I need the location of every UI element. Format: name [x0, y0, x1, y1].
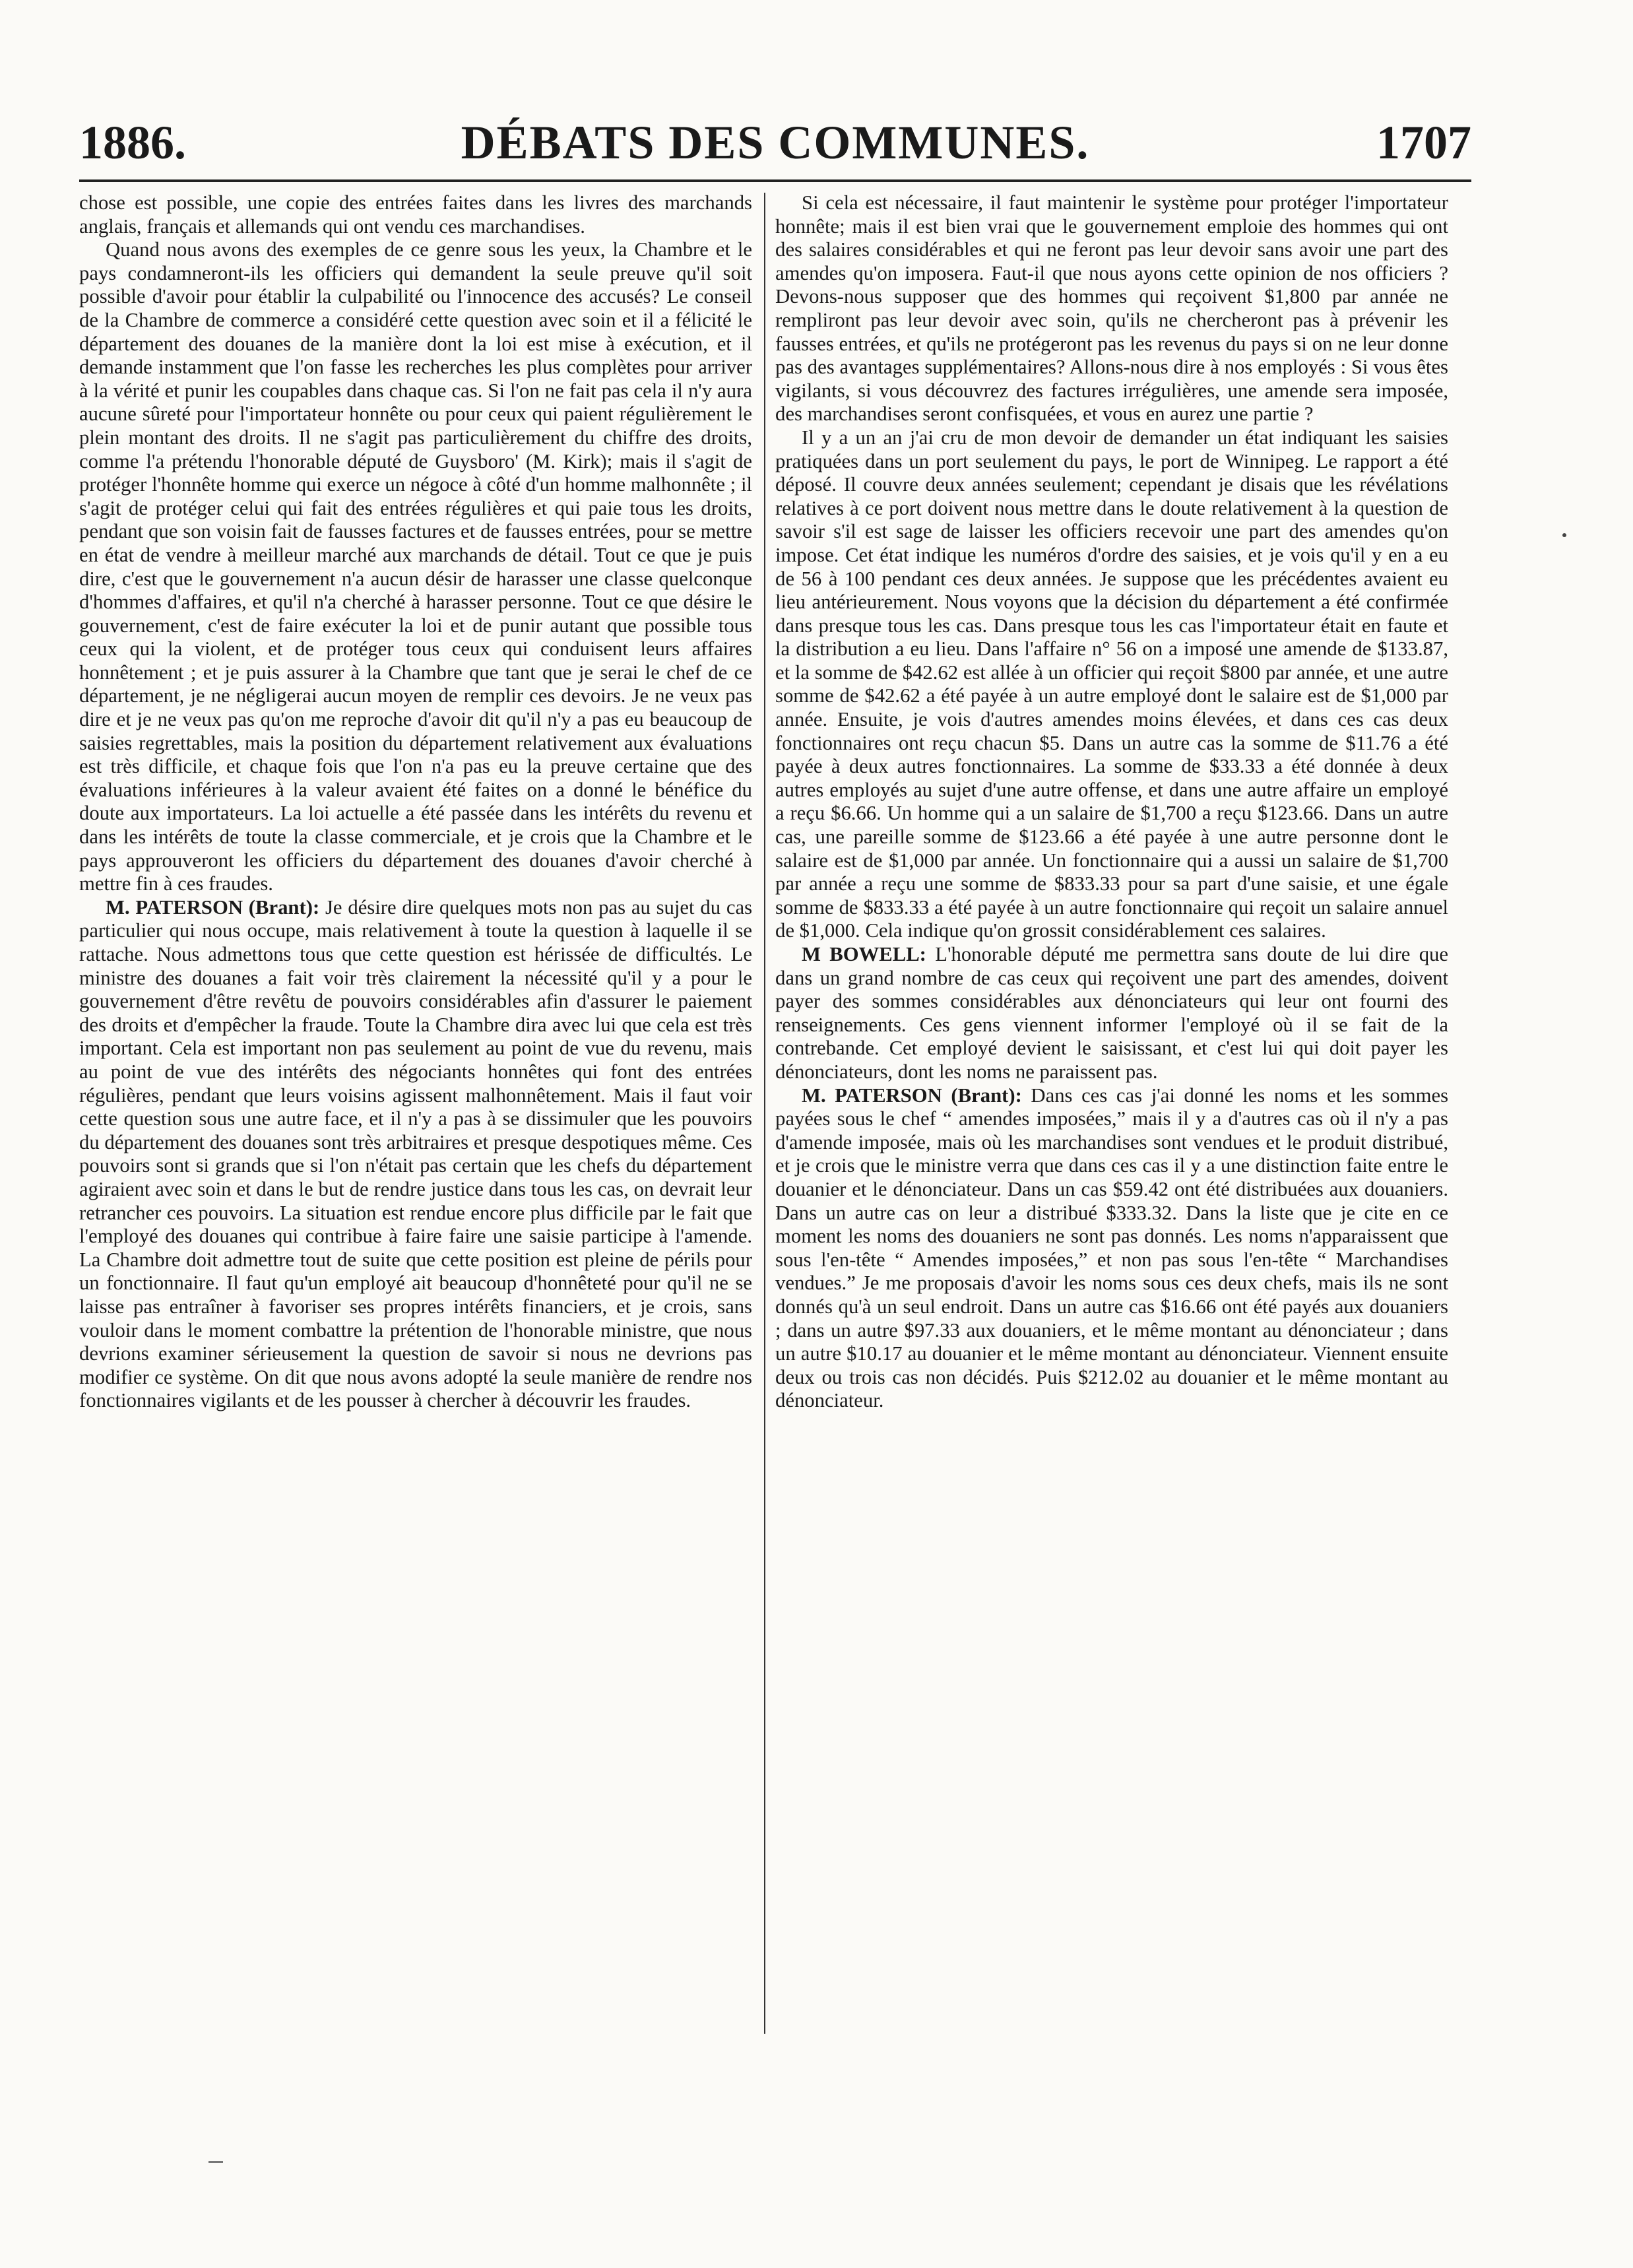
- column-divider: [764, 193, 765, 2034]
- paragraph: Quand nous avons des exemples de ce genre sous les yeux, la Chambre et le pays condamneront-ils les officiers qui demandent la seule preuve qu'il soit possible d'avoir pour établir la culpabilité ou l'innocence des accusés? Le conseil de la Chambre de commerce a considéré cette question avec soin et il a félicité le département des douanes de la manière dont la loi est mise à exécution, et il demande instamment que l'on fasse les recherches les plus complètes pour arriver à la vérité et punir les coupables dans chaque cas. Si l'on ne fait pas cela il n'y aura aucune sûreté pour l'importateur honnête ou pour ceux qui paient régulièrement le plein montant des droits. Il ne s'agit pas particulièrement du chiffre des droits, comme l'a prétendu l'honorable député de Guysboro' (M. Kirk); mais il s'agit de protéger l'honnête homme qui exerce un négoce à côté d'un homme malhonnête ; il s'agit de protéger celui qui fait des entrées régulières et qui paie tous les droits, pendant que son voisin fait de fausses factures et de fausses entrées, pour se mettre en état de vendre à meilleur marché aux marchands de détail. Tout ce que je puis dire, c'est que le gouvernement n'a aucun désir de harasser une classe quelconque d'hommes d'affaires, et qu'il n'a cherché à harasser personne. Tout ce que désire le gouvernement, c'est de faire exécuter la loi et de punir autant que possible tous ceux qui la violent, et de protéger tous ceux qui conduisent leurs affaires honnêtement ; et je puis assurer à la Chambre que tant que je serai le chef de ce département, je ne négligerai aucun moyen de remplir ces devoirs. Je ne veux pas dire et je ne veux pas qu'on me reproche d'avoir dit qu'il n'y a pas eu beaucoup de saisies regrettables, mais la position du département relativement aux évaluations est très difficile, et chaque fois que l'on n'a pas eu la preuve certaine que des évaluations inférieures à la valeur avaient été faites on a donné le bénéfice du doute aux importateurs. La loi actuelle a été passée dans les intérêts du revenu et dans les intérêts de toute la classe commerciale, et je crois que la Chambre et le pays approuveront les officiers du département des douanes d'avoir cherché à mettre fin à ces fraudes.: [79, 238, 752, 895]
- header-rule: [79, 179, 1471, 182]
- paragraph: [775, 943, 1448, 1084]
- speaker-name: M. PATERSON (Brant):: [106, 895, 320, 919]
- right-column: [775, 191, 1448, 1413]
- speaker-name: M. PATERSON (Brant):: [802, 1084, 1022, 1107]
- speech-text: Je désire dire quelques mots non pas au sujet du cas particulier qui nous occupe, mais relativement à toute la question à laquelle il se rattache. Nous admettons tous que cette question est hérissée de difficultés. Le ministre des douanes a fait voir très clairement la nécessité qu'il y a pour le gouvernement d'être revêtu de pouvoirs considérables afin d'assurer le paiement des droits et d'empêcher la fraude. Toute la Chambre dira avec lui que cela est très important. Cela est important non pas seulement au point de vue du revenu, mais au point de vue des intérêts des négociants honnêtes qui font des entrées régulières, pendant que leurs voisins agissent malhonnêtement. Mais il faut voir cette question sous une autre face, et il n'y a pas à se dissimuler que les pouvoirs du département des douanes sont très arbitraires et presque despotiques même. Ces pouvoirs sont si grands que si l'on n'était pas certain que les chefs du département agiraient avec soin et dans le but de rendre justice dans tous les cas, on devrait leur retrancher ces pouvoirs. La situation est rendue encore plus difficile par le fait que l'employé des douanes qui contribue à faire faire une saisie participe à l'amende. La Chambre doit admettre tout de suite que cette position est pleine de périls pour un fonctionnaire. Il faut qu'un employé ait beaucoup d'honnêteté pour qu'il ne se laisse pas entraîner à favoriser ses propres intérêts financiers, et je crois, sans vouloir dans le moment combattre la prétention de l'honorable ministre, que nous devrions examiner sérieusement la question de savoir si nous ne devrions pas modifier ce système. On dit que nous avons adopté la seule manière de rendre nos fonctionnaires vigilants et de les pousser à chercher à découvrir les fraudes.: [79, 895, 753, 1412]
- paragraph: chose est possible, une copie des entrées faites dans les livres des marchands anglais, français et allemands qui ont vendu ces marchandises.: [79, 191, 752, 238]
- left-column: [79, 191, 752, 1413]
- header-title: DÉBATS DES COMMUNES.: [461, 116, 1090, 169]
- speech-text: Dans ces cas j'ai donné les noms et les sommes payées sous le chef “ amendes imposées,” mais il y a d'autres cas où il n'y a pas d'amende imposée, mais où les marchandises sont vendues et le produit distribué, et je crois que le ministre verra que dans ces cas il y a une distinction faite entre le douanier et le dénonciateur. Dans un cas $59.42 ont été distribuées aux douaniers. Dans un autre cas on leur a distribué $333.32. Dans la liste que je cite en ce moment les noms des douaniers ne sont pas donnés. Les noms n'apparaissent que sous l'en-tête “ Amendes imposées,” et non pas sous l'en-tête “ Marchandises vendues.” Je me proposais d'avoir les noms sous ces deux chefs, mais ils ne sont donnés qu'à un seul endroit. Dans un autre cas $16.66 ont été payés aux douaniers ; dans un autre $97.33 aux douaniers, et le même montant au dénonciateur ; dans un autre $10.17 au douanier et le même montant au dénonciateur. Viennent ensuite deux ou trois cas non décidés. Puis $212.02 au douanier et le même montant au dénonciateur.: [775, 1084, 1449, 1412]
- page-header: [79, 112, 1471, 173]
- speech-text: L'honorable député me permettra sans doute de lui dire que dans un grand nombre de cas ceux qui reçoivent une part des amendes, doivent payer des sommes considérables aux dénonciateurs qui leur ont fourni des renseignements. Ces gens viennent informer l'employé où il se fait de la contrebande. Cet employé devient le saisissant, et c'est lui qui doit payer les dénonciateurs, dont les noms ne paraissent pas.: [775, 943, 1448, 1083]
- header-year: 1886.: [79, 116, 186, 169]
- stray-dot: [1562, 533, 1566, 537]
- paragraph: Il y a un an j'ai cru de mon devoir de demander un état indiquant les saisies pratiquées dans un port seulement du pays, le port de Winnipeg. Le rapport a été déposé. Il couvre deux années seulement; cependant je disais que les révélations relatives à ce port doivent nous mettre dans le doute relativement à la question de savoir s'il est sage de laisser les officiers recevoir une part des amendes qu'on impose. Cet état indique les numéros d'ordre des saisies, et je vois qu'il y en a eu de 56 à 100 pendant ces deux années. Je suppose que les précédentes avaient eu lieu antérieurement. Nous voyons que la décision du département a été confirmée dans presque tous les cas. Dans presque tous les cas l'importateur était en faute et la distribution a eu lieu. Dans l'affaire n° 56 on a imposé une amende de $133.87, et la somme de $42.62 est allée à un officier qui reçoit $800 par année, et une autre somme de $42.62 a été payée à un autre employé dont le salaire est de $1,000 par année. Ensuite, je vois d'autres amendes moins élevées, et dans ces cas deux fonctionnaires ont reçu chacun $5. Dans un autre cas la somme de $11.76 a été payée à deux autres fonctionnaires. La somme de $33.33 a été donnée à deux autres employés au sujet d'une autre offense, et dans une autre affaire un employé a reçu $6.66. Un homme qui a un salaire de $1,700 a reçu $123.66. Dans un autre cas, une pareille somme de $123.66 a été payée à une autre personne dont le salaire est de $1,000 par année. Un fonctionnaire qui a aussi un salaire de $1,700 par année a reçu une somme de $833.33 pour sa part d'une saisie, et une égale somme de $833.33 a été payée à un autre fonctionnaire qui reçoit un salaire annuel de $1,000. Cela indique qu'on grossit considérablement ces salaires.: [775, 426, 1448, 942]
- speaker-name: M BOWELL:: [802, 943, 926, 965]
- paragraph: [775, 1084, 1448, 1413]
- header-page-number: 1707: [1376, 116, 1471, 169]
- stray-mark: [208, 2161, 223, 2163]
- paragraph: [79, 896, 752, 1413]
- paragraph: Si cela est nécessaire, il faut maintenir le système pour protéger l'importateur honnête; mais il est bien vrai que le gouvernement emploie des hommes qui ont des salaires considérables et qui ne feront pas leur devoir sans avoir une part des amendes qu'on imposera. Faut-il que nous ayons cette opinion de nos officiers ? Devons-nous supposer que des hommes qui reçoivent $1,800 par année ne rempliront pas leur devoir avec soin, qu'ils ne chercheront pas à prévenir les fausses entrées, et qu'ils ne protégeront pas les revenus du pays si on ne leur donne pas des avantages supplémentaires? Allons-nous dire à nos employés : Si vous êtes vigilants, si vous découvrez des factures irrégulières, une amende sera imposée, des marchandises seront confisquées, et vous en aurez une partie ?: [775, 191, 1448, 426]
